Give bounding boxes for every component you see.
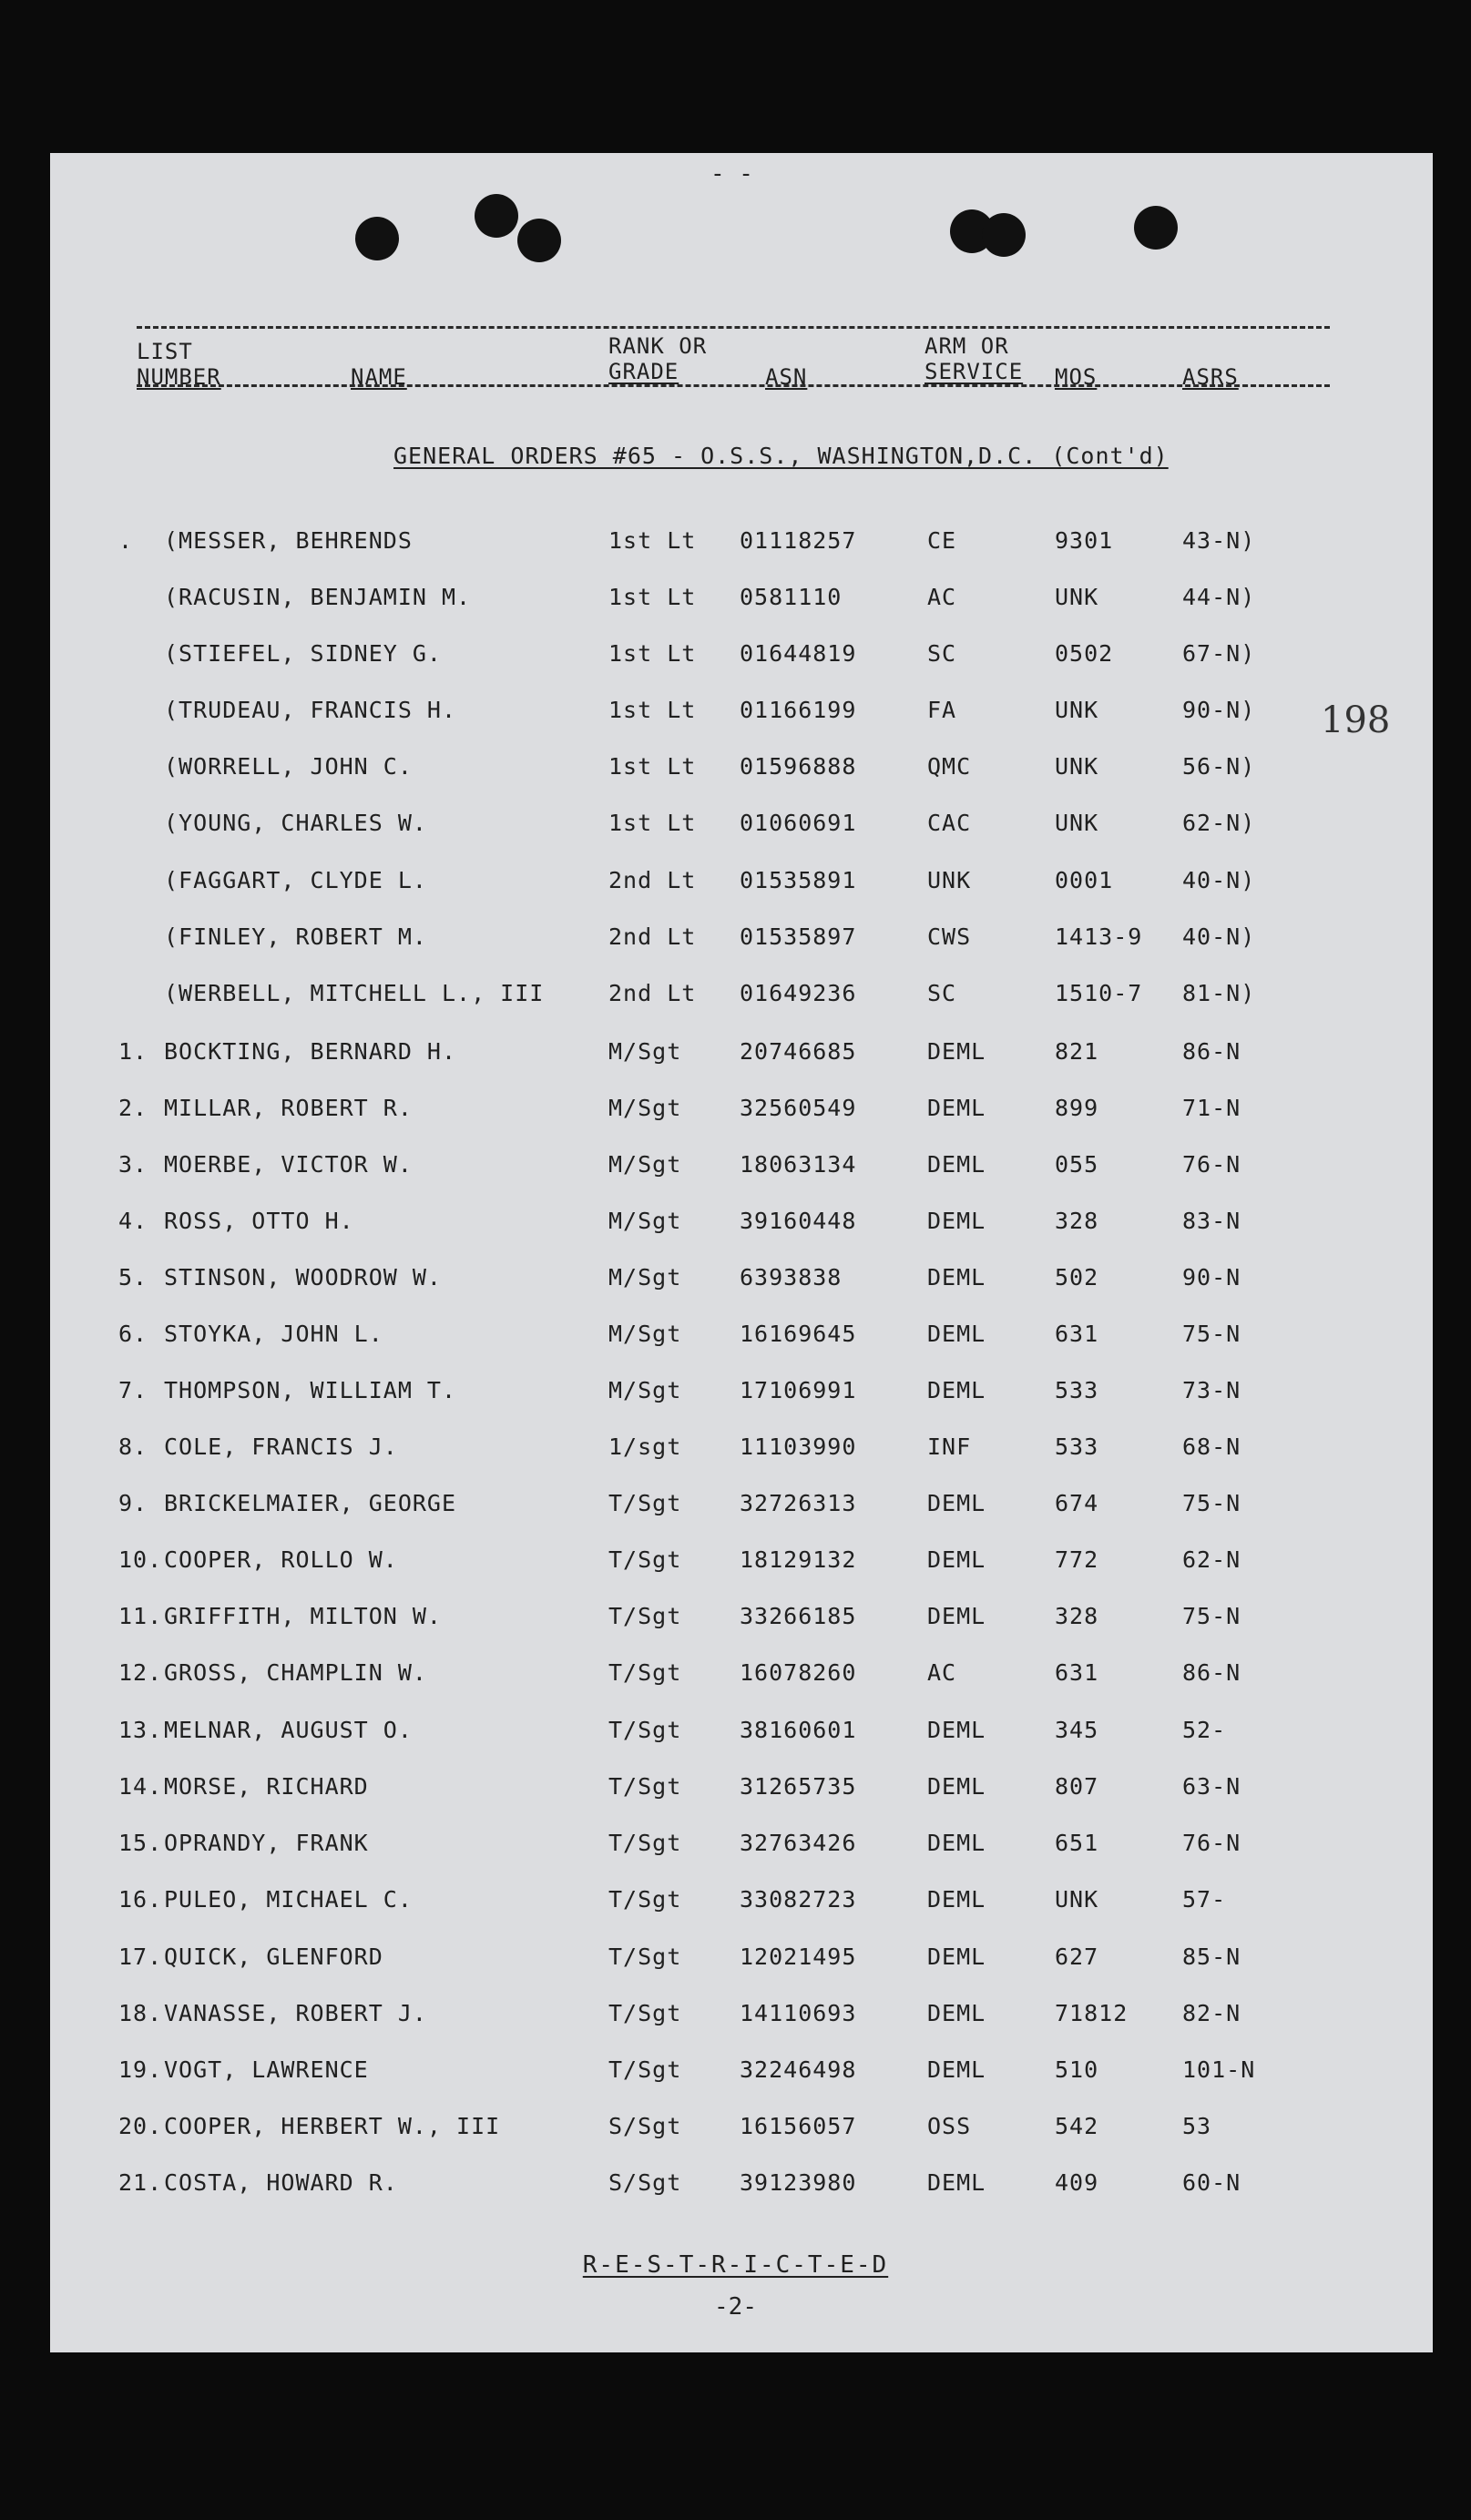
cell-rank: T/Sgt: [608, 1546, 682, 1573]
cell-asrs: 43-N): [1182, 527, 1256, 554]
cell-asrs: 75-N: [1182, 1490, 1241, 1516]
cell-mos: 674: [1055, 1490, 1099, 1516]
table-row: [0, 1377, 1471, 1413]
cell-rank: T/Sgt: [608, 1944, 682, 1970]
cell-rank: M/Sgt: [608, 1095, 682, 1121]
table-row: [0, 1264, 1471, 1301]
cell-rank: S/Sgt: [608, 2169, 682, 2196]
cell-asn: 6393838: [740, 1264, 843, 1291]
cell-mos: 651: [1055, 1830, 1099, 1856]
punch-hole: [475, 194, 518, 238]
cell-arm: DEML: [927, 2169, 986, 2196]
cell-arm: OSS: [927, 2113, 972, 2139]
order-title: GENERAL ORDERS #65 - O.S.S., WASHINGTON,D.C. (Cont'd): [393, 443, 1169, 469]
cell-asn: 01535897: [740, 923, 857, 950]
cell-name: GROSS, CHAMPLIN W.: [164, 1659, 427, 1686]
cell-name: (WERBELL, MITCHELL L., III: [164, 980, 545, 1006]
table-row: [0, 1546, 1471, 1583]
cell-asrs: 71-N: [1182, 1095, 1241, 1121]
cell-arm: CWS: [927, 923, 972, 950]
cell-mos: UNK: [1055, 810, 1099, 836]
cell-arm: FA: [927, 697, 957, 723]
cell-asrs: 90-N: [1182, 1264, 1241, 1291]
cell-arm: DEML: [927, 1944, 986, 1970]
cell-rank: M/Sgt: [608, 1377, 682, 1403]
cell-name: (MESSER, BEHRENDS: [164, 527, 413, 554]
cell-mos: 409: [1055, 2169, 1099, 2196]
cell-name: MORSE, RICHARD: [164, 1773, 369, 1800]
cell-arm: AC: [927, 584, 957, 610]
cell-num: 7.: [118, 1377, 148, 1403]
cell-arm: DEML: [927, 1886, 986, 1913]
cell-rank: 2nd Lt: [608, 923, 697, 950]
cell-mos: 533: [1055, 1433, 1099, 1460]
cell-mos: 502: [1055, 1264, 1099, 1291]
table-row: [0, 2169, 1471, 2206]
table-row: [0, 1490, 1471, 1526]
cell-asrs: 63-N: [1182, 1773, 1241, 1800]
cell-name: BOCKTING, BERNARD H.: [164, 1038, 457, 1065]
cell-asrs: 52-: [1182, 1717, 1227, 1743]
cell-mos: 328: [1055, 1603, 1099, 1629]
cell-rank: 1st Lt: [608, 810, 697, 836]
cell-arm: DEML: [927, 1717, 986, 1743]
cell-mos: 772: [1055, 1546, 1099, 1573]
table-row: [0, 1603, 1471, 1639]
cell-name: (TRUDEAU, FRANCIS H.: [164, 697, 457, 723]
cell-num: 12.: [118, 1659, 163, 1686]
cell-asn: 01649236: [740, 980, 857, 1006]
cell-mos: 328: [1055, 1208, 1099, 1234]
cell-num: 8.: [118, 1433, 148, 1460]
cell-rank: M/Sgt: [608, 1321, 682, 1347]
cell-mos: 71812: [1055, 2000, 1129, 2026]
table-row: [0, 1886, 1471, 1923]
cell-mos: 1510-7: [1055, 980, 1143, 1006]
cell-asrs: 75-N: [1182, 1321, 1241, 1347]
cell-asrs: 83-N: [1182, 1208, 1241, 1234]
cell-mos: 510: [1055, 2056, 1099, 2083]
cell-asn: 01535891: [740, 867, 857, 893]
cell-name: (STIEFEL, SIDNEY G.: [164, 640, 442, 667]
cell-name: QUICK, GLENFORD: [164, 1944, 383, 1970]
cell-mos: 533: [1055, 1377, 1099, 1403]
header-arm: ARM OR SERVICE: [924, 333, 1024, 384]
punch-hole: [1134, 206, 1178, 250]
cell-asn: 01166199: [740, 697, 857, 723]
cell-num: 15.: [118, 1830, 163, 1856]
cell-arm: DEML: [927, 1038, 986, 1065]
cell-asn: 16169645: [740, 1321, 857, 1347]
table-row: [0, 1659, 1471, 1696]
cell-asrs: 62-N: [1182, 1546, 1241, 1573]
page-number: -2-: [714, 2293, 757, 2321]
cell-asn: 38160601: [740, 1717, 857, 1743]
cell-rank: T/Sgt: [608, 2000, 682, 2026]
header-rank: RANK OR GRADE: [608, 333, 708, 384]
cell-asn: 20746685: [740, 1038, 857, 1065]
table-row: [0, 1038, 1471, 1075]
header-list-number: LIST NUMBER: [137, 339, 221, 390]
cell-asrs: 82-N: [1182, 2000, 1241, 2026]
cell-rank: T/Sgt: [608, 1603, 682, 1629]
cell-mos: 899: [1055, 1095, 1099, 1121]
cell-arm: CAC: [927, 810, 972, 836]
cell-mos: 055: [1055, 1151, 1099, 1178]
cell-arm: DEML: [927, 2056, 986, 2083]
cell-num: 11.: [118, 1603, 163, 1629]
cell-num: 18.: [118, 2000, 163, 2026]
cell-asn: 01060691: [740, 810, 857, 836]
cell-mos: 0502: [1055, 640, 1114, 667]
cell-asrs: 76-N: [1182, 1151, 1241, 1178]
cell-rank: T/Sgt: [608, 1717, 682, 1743]
table-row: [0, 640, 1471, 677]
cell-rank: 1st Lt: [608, 753, 697, 780]
cell-num: 16.: [118, 1886, 163, 1913]
cell-asn: 01118257: [740, 527, 857, 554]
cell-asrs: 86-N: [1182, 1659, 1241, 1686]
cell-rank: S/Sgt: [608, 2113, 682, 2139]
cell-name: BRICKELMAIER, GEORGE: [164, 1490, 457, 1516]
cell-asrs: 81-N): [1182, 980, 1256, 1006]
cell-asrs: 53: [1182, 2113, 1212, 2139]
cell-asn: 0581110: [740, 584, 843, 610]
cell-arm: DEML: [927, 1208, 986, 1234]
cell-arm: QMC: [927, 753, 972, 780]
cell-arm: DEML: [927, 1377, 986, 1403]
cell-asrs: 62-N): [1182, 810, 1256, 836]
cell-rank: M/Sgt: [608, 1264, 682, 1291]
cell-arm: SC: [927, 980, 957, 1006]
cell-asn: 39123980: [740, 2169, 857, 2196]
cell-asrs: 68-N: [1182, 1433, 1241, 1460]
header-name: NAME: [351, 364, 407, 390]
cell-name: VOGT, LAWRENCE: [164, 2056, 369, 2083]
cell-name: (RACUSIN, BENJAMIN M.: [164, 584, 472, 610]
table-row: [0, 867, 1471, 903]
restricted-marking: R-E-S-T-R-I-C-T-E-D: [582, 2251, 889, 2279]
header-bottom-rule: [137, 384, 1330, 387]
header-mos: MOS: [1055, 364, 1098, 390]
header-asn: ASN: [765, 364, 808, 390]
cell-mos: 821: [1055, 1038, 1099, 1065]
cell-name: MOERBE, VICTOR W.: [164, 1151, 413, 1178]
cell-asn: 18063134: [740, 1151, 857, 1178]
cell-asrs: 40-N): [1182, 867, 1256, 893]
table-row: [0, 753, 1471, 790]
cell-mos: 807: [1055, 1773, 1099, 1800]
cell-num: 14.: [118, 1773, 163, 1800]
cell-name: MILLAR, ROBERT R.: [164, 1095, 413, 1121]
punch-hole: [517, 219, 561, 262]
cell-rank: M/Sgt: [608, 1208, 682, 1234]
cell-num: 20.: [118, 2113, 163, 2139]
cell-mos: 345: [1055, 1717, 1099, 1743]
cell-num: 9.: [118, 1490, 148, 1516]
cell-name: (YOUNG, CHARLES W.: [164, 810, 427, 836]
cell-mos: 631: [1055, 1321, 1099, 1347]
cell-asrs: 76-N: [1182, 1830, 1241, 1856]
table-row: [0, 1433, 1471, 1470]
cell-rank: T/Sgt: [608, 1830, 682, 1856]
cell-name: THOMPSON, WILLIAM T.: [164, 1377, 457, 1403]
cell-asn: 39160448: [740, 1208, 857, 1234]
cell-arm: DEML: [927, 1264, 986, 1291]
cell-rank: M/Sgt: [608, 1151, 682, 1178]
cell-asrs: 60-N: [1182, 2169, 1241, 2196]
cell-num: 13.: [118, 1717, 163, 1743]
cell-rank: 1st Lt: [608, 527, 697, 554]
cell-asrs: 85-N: [1182, 1944, 1241, 1970]
header-top-rule: [137, 326, 1330, 329]
cell-rank: 2nd Lt: [608, 867, 697, 893]
cell-name: PULEO, MICHAEL C.: [164, 1886, 413, 1913]
cell-name: STOYKA, JOHN L.: [164, 1321, 383, 1347]
cell-num: 10.: [118, 1546, 163, 1573]
cell-rank: 1st Lt: [608, 640, 697, 667]
cell-mos: UNK: [1055, 584, 1099, 610]
cell-num: 21.: [118, 2169, 163, 2196]
cell-asrs: 67-N): [1182, 640, 1256, 667]
cell-asrs: 101-N: [1182, 2056, 1256, 2083]
cell-arm: CE: [927, 527, 957, 554]
table-row: [0, 527, 1471, 564]
table-row: [0, 1095, 1471, 1131]
cell-num: 6.: [118, 1321, 148, 1347]
table-row: [0, 1944, 1471, 1980]
cell-arm: DEML: [927, 1773, 986, 1800]
cell-num: 3.: [118, 1151, 148, 1178]
cell-asn: 11103990: [740, 1433, 857, 1460]
cell-rank: T/Sgt: [608, 1773, 682, 1800]
margin-number: 198: [1321, 699, 1391, 741]
cell-name: VANASSE, ROBERT J.: [164, 2000, 427, 2026]
cell-rank: 1/sgt: [608, 1433, 682, 1460]
cell-asn: 32560549: [740, 1095, 857, 1121]
cell-arm: DEML: [927, 1151, 986, 1178]
cell-asrs: 57-: [1182, 1886, 1227, 1913]
cell-arm: INF: [927, 1433, 972, 1460]
cell-name: MELNAR, AUGUST O.: [164, 1717, 413, 1743]
table-row: [0, 1717, 1471, 1753]
cell-rank: 2nd Lt: [608, 980, 697, 1006]
cell-mos: UNK: [1055, 1886, 1099, 1913]
table-row: [0, 1830, 1471, 1866]
cell-mos: 9301: [1055, 527, 1114, 554]
cell-asrs: 86-N: [1182, 1038, 1241, 1065]
cell-asn: 01644819: [740, 640, 857, 667]
table-row: [0, 810, 1471, 846]
cell-num: 4.: [118, 1208, 148, 1234]
cell-name: (FINLEY, ROBERT M.: [164, 923, 427, 950]
table-row: [0, 1208, 1471, 1244]
cell-asrs: 90-N): [1182, 697, 1256, 723]
cell-name: OPRANDY, FRANK: [164, 1830, 369, 1856]
cell-asrs: 73-N: [1182, 1377, 1241, 1403]
cell-num: 17.: [118, 1944, 163, 1970]
table-row: [0, 1321, 1471, 1357]
cell-mos: UNK: [1055, 697, 1099, 723]
cell-asn: 33082723: [740, 1886, 857, 1913]
cell-name: (FAGGART, CLYDE L.: [164, 867, 427, 893]
cell-asn: 16156057: [740, 2113, 857, 2139]
cell-mos: UNK: [1055, 753, 1099, 780]
cell-mos: 631: [1055, 1659, 1099, 1686]
cell-arm: DEML: [927, 1603, 986, 1629]
table-row: [0, 584, 1471, 620]
cell-arm: UNK: [927, 867, 972, 893]
cell-mos: 1413-9: [1055, 923, 1143, 950]
cell-name: (WORRELL, JOHN C.: [164, 753, 413, 780]
cell-name: GRIFFITH, MILTON W.: [164, 1603, 442, 1629]
cell-mos: 542: [1055, 2113, 1099, 2139]
header-asrs: ASRS: [1182, 364, 1239, 390]
cell-asn: 16078260: [740, 1659, 857, 1686]
cell-num: 1.: [118, 1038, 148, 1065]
cell-asrs: 44-N): [1182, 584, 1256, 610]
cell-arm: AC: [927, 1659, 957, 1686]
cell-num: .: [118, 527, 134, 554]
table-row: [0, 923, 1471, 960]
cell-rank: T/Sgt: [608, 1659, 682, 1686]
cell-mos: 0001: [1055, 867, 1114, 893]
table-row: [0, 2000, 1471, 2036]
punch-hole: [355, 217, 399, 260]
cell-name: ROSS, OTTO H.: [164, 1208, 354, 1234]
cell-asn: 14110693: [740, 2000, 857, 2026]
cell-asn: 01596888: [740, 753, 857, 780]
cell-name: COSTA, HOWARD R.: [164, 2169, 398, 2196]
cell-arm: DEML: [927, 1830, 986, 1856]
punch-hole: [982, 213, 1026, 257]
cell-rank: T/Sgt: [608, 1490, 682, 1516]
table-row: [0, 980, 1471, 1016]
cell-rank: 1st Lt: [608, 584, 697, 610]
cell-name: COOPER, ROLLO W.: [164, 1546, 398, 1573]
table-row: [0, 697, 1471, 733]
cell-arm: DEML: [927, 1546, 986, 1573]
cell-asn: 33266185: [740, 1603, 857, 1629]
table-row: [0, 2113, 1471, 2149]
cell-asn: 18129132: [740, 1546, 857, 1573]
cell-asn: 17106991: [740, 1377, 857, 1403]
top-marks: - -: [710, 160, 753, 188]
table-row: [0, 2056, 1471, 2093]
cell-arm: DEML: [927, 1095, 986, 1121]
cell-arm: SC: [927, 640, 957, 667]
cell-arm: DEML: [927, 1490, 986, 1516]
cell-name: STINSON, WOODROW W.: [164, 1264, 442, 1291]
cell-mos: 627: [1055, 1944, 1099, 1970]
cell-rank: T/Sgt: [608, 1886, 682, 1913]
cell-arm: DEML: [927, 1321, 986, 1347]
table-row: [0, 1151, 1471, 1188]
table-row: [0, 1773, 1471, 1810]
cell-asn: 32763426: [740, 1830, 857, 1856]
cell-rank: 1st Lt: [608, 697, 697, 723]
cell-num: 19.: [118, 2056, 163, 2083]
cell-asrs: 56-N): [1182, 753, 1256, 780]
cell-arm: DEML: [927, 2000, 986, 2026]
cell-name: COOPER, HERBERT W., III: [164, 2113, 501, 2139]
cell-asn: 12021495: [740, 1944, 857, 1970]
cell-name: COLE, FRANCIS J.: [164, 1433, 398, 1460]
cell-rank: T/Sgt: [608, 2056, 682, 2083]
cell-asn: 31265735: [740, 1773, 857, 1800]
cell-num: 5.: [118, 1264, 148, 1291]
cell-num: 2.: [118, 1095, 148, 1121]
cell-asn: 32246498: [740, 2056, 857, 2083]
cell-asrs: 75-N: [1182, 1603, 1241, 1629]
cell-rank: M/Sgt: [608, 1038, 682, 1065]
cell-asn: 32726313: [740, 1490, 857, 1516]
cell-asrs: 40-N): [1182, 923, 1256, 950]
